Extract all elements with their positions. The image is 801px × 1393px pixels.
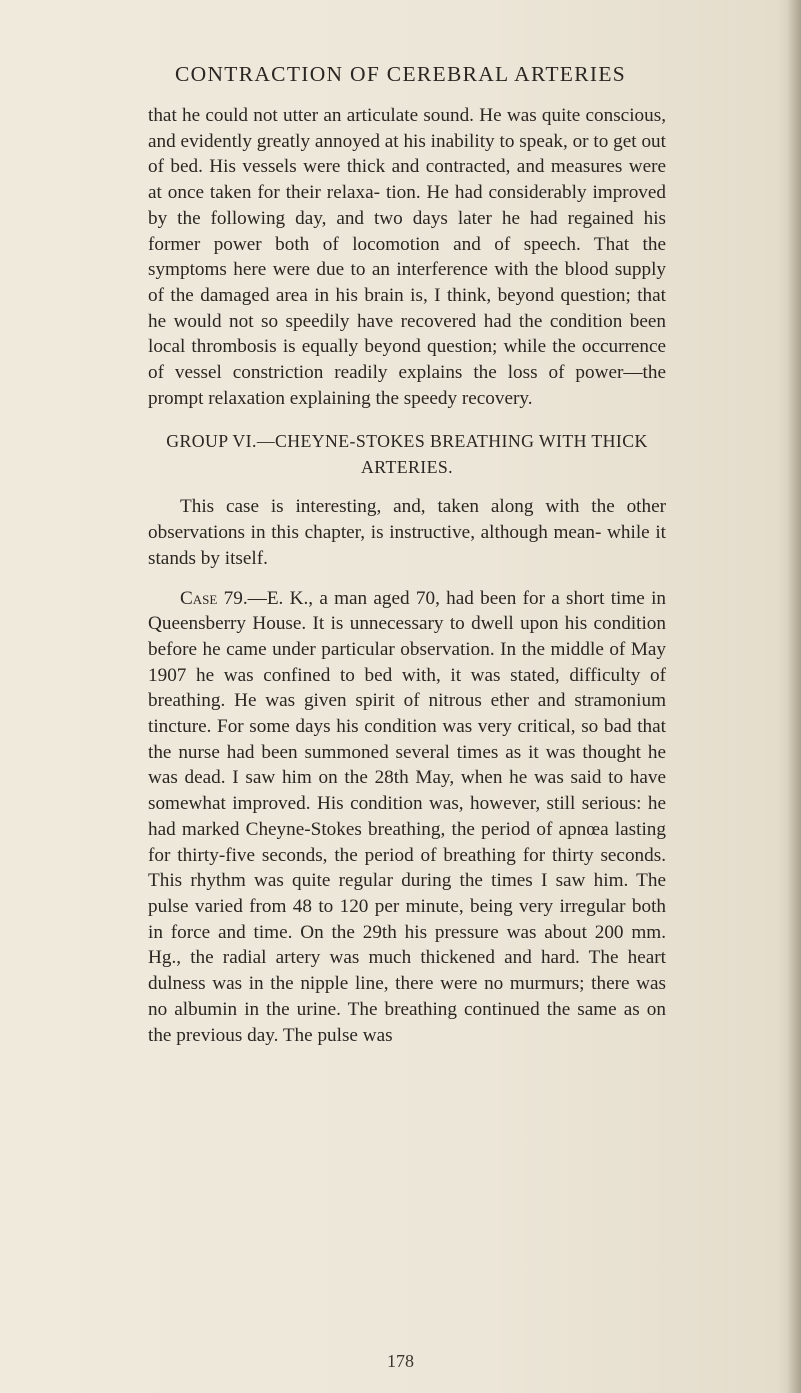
- paragraph-case: [148, 586, 666, 1049]
- case-text: —E. K., a man aged 70, had been for a short time in Queensberry House. It is unnecessary to dwell upon his condition before he came under particular observation. In the middle of May 1907 he was confined to bed with, it was stated, difficulty of breathing. He was given spirit of nitrous ether and stramonium tincture. For some days his condition was very critical, so bad that the nurse had been summoned several times as it was thought he was dead. I saw him on the 28th May, when he was said to have somewhat improved. His condition was, however, still serious: he had marked Cheyne-Stokes breathing, the period of apnœa lasting for thirty-five seconds, the period of breathing for thirty seconds. This rhythm was quite regular during the times I saw him. The pulse varied from 48 to 120 per minute, being very irregular both in force and time. On the 29th his pressure was about 200 mm. Hg., the radial artery was much thickened and hard. The heart dulness was in the nipple line, there were no murmurs; there was no albumin in the urine. The breathing continued the same as on the previous day. The pulse was: [148, 587, 666, 1046]
- running-head: CONTRACTION OF CEREBRAL ARTERIES: [174, 62, 627, 86]
- paragraph-continued: that he could not utter an articulate sound. He was quite conscious, and evidently greatly annoyed at his inability to speak, or to get out of bed. His vessels were thick and contracted, and measures were at once taken for their relaxa- tion. He had considerably improved by the following day, and two days later he had regained his former power both of locomotion and of speech. That the symptoms here were due to an interference with the blood supply of the damaged area in his brain is, I think, beyond question; that he would not so speedily have recovered had the condition been local thrombosis is equally beyond question; while the occurrence of vessel constriction readily explains the loss of power—the prompt relaxation explaining the speedy recovery.: [148, 105, 666, 409]
- case-label: Case 79.: [180, 587, 248, 609]
- page-edge-shadow: [787, 0, 801, 1393]
- paragraph-intro: This case is interesting, and, taken along with the other observations in this chapter, is instructive, although mean- while it stands by itself.: [148, 496, 666, 569]
- section-heading: [148, 428, 666, 480]
- section-heading-line-2: ARTERIES.: [361, 457, 453, 478]
- body-text: [148, 103, 666, 1048]
- section-heading-line-1: GROUP VI.—CHEYNE-STOKES BREATHING WITH THICK: [166, 431, 648, 452]
- page-number: 178: [387, 1351, 414, 1371]
